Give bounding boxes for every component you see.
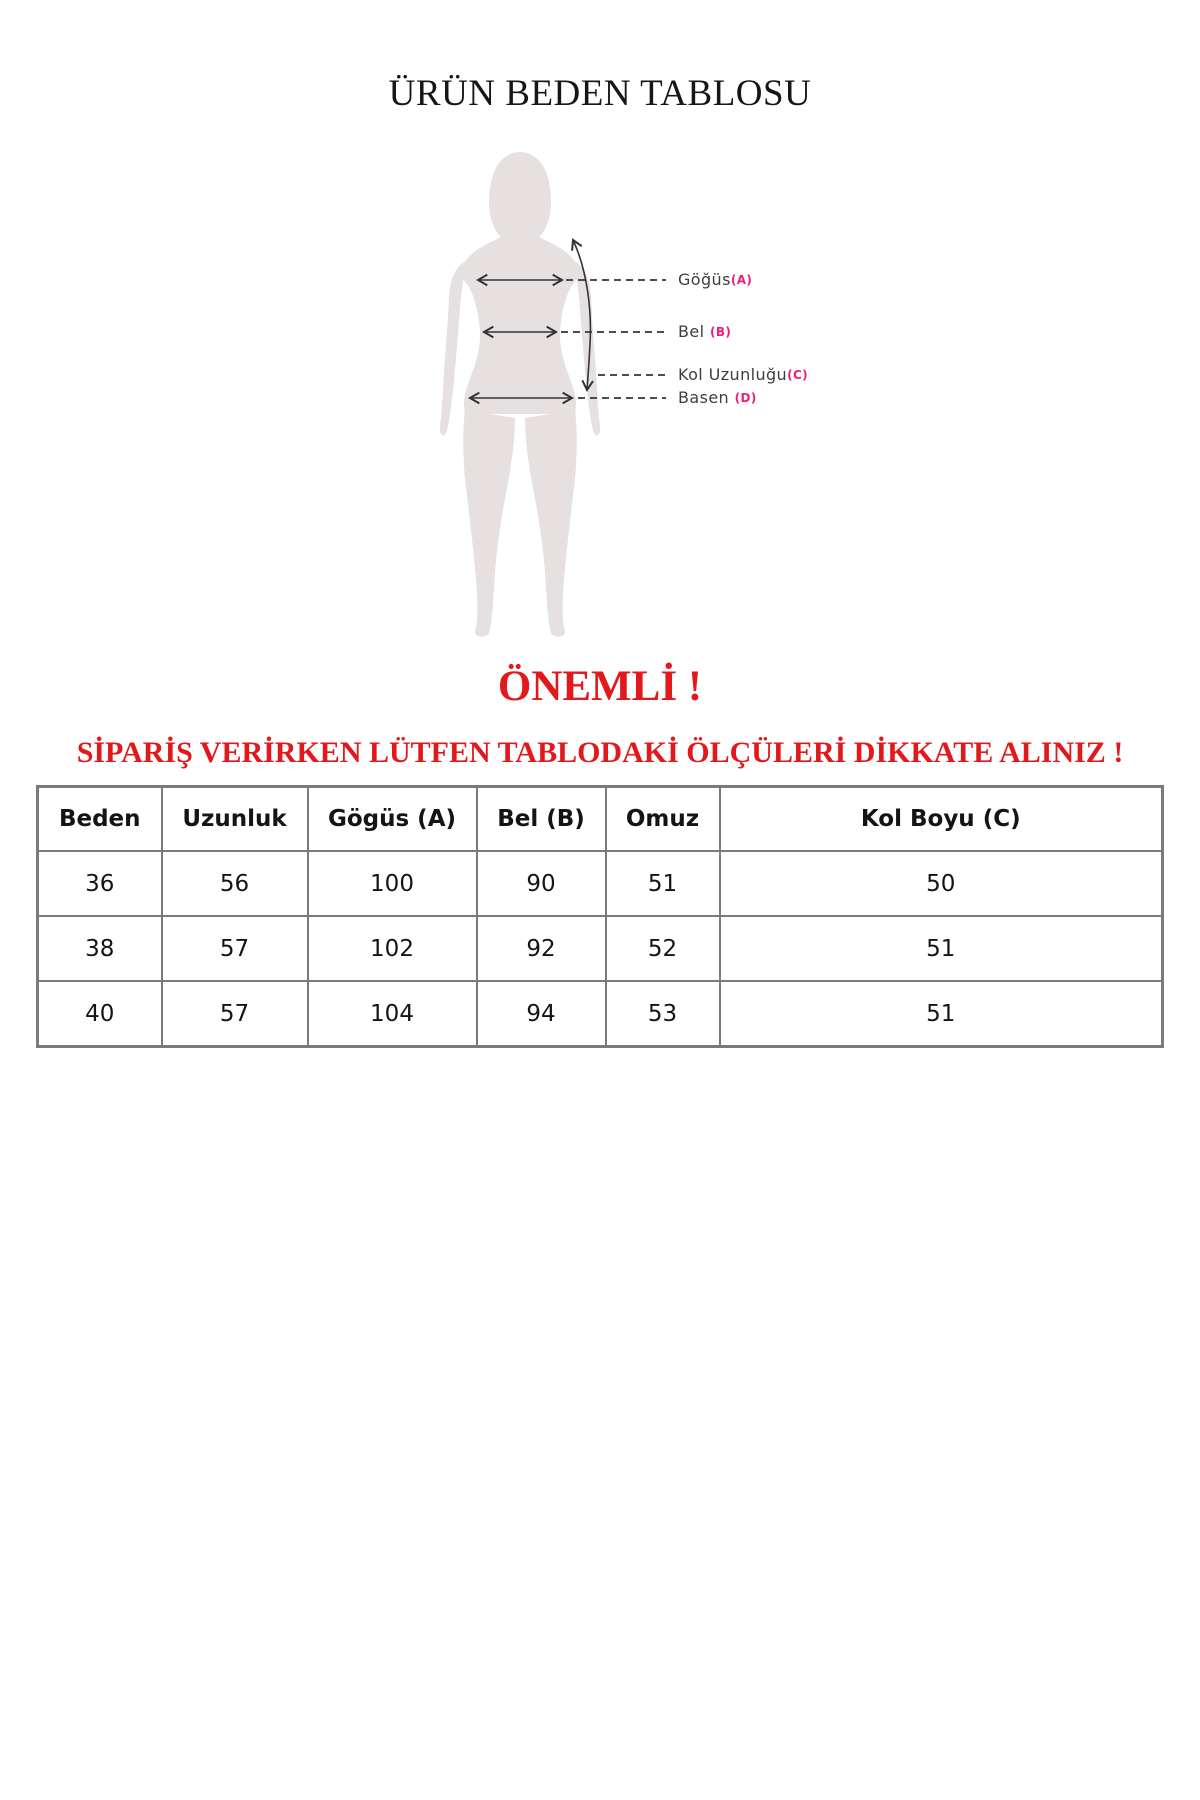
warning-subheading: SİPARİŞ VERİRKEN LÜTFEN TABLODAKİ ÖLÇÜLERİ DİKKATE ALINIZ ! [76, 736, 1124, 769]
size-cell: 36 [38, 851, 162, 916]
header-cell-omuz: Omuz [606, 787, 720, 852]
header-cell-beden: Beden [38, 787, 162, 852]
measure-label-letter: (A) [730, 273, 753, 287]
header-cell-bel: Bel (B) [477, 787, 606, 852]
size-cell: 102 [308, 916, 477, 981]
size-cell: 56 [162, 851, 308, 916]
measure-label-hip [678, 388, 757, 408]
table-row [38, 851, 1163, 916]
size-cell: 52 [606, 916, 720, 981]
table-row [38, 916, 1163, 981]
measure-label-chest [678, 270, 752, 290]
measure-label-arm-length [678, 365, 808, 385]
size-cell: 104 [308, 981, 477, 1047]
size-cell: 57 [162, 981, 308, 1047]
measure-label-text: Kol Uzunluğu [678, 365, 788, 384]
size-cell: 51 [720, 916, 1163, 981]
size-cell: 53 [606, 981, 720, 1047]
measure-label-text: Basen [678, 388, 735, 407]
size-cell: 57 [162, 916, 308, 981]
size-cell: 51 [720, 981, 1163, 1047]
header-row [38, 787, 1163, 852]
size-diagram [360, 148, 820, 648]
size-cell: 40 [38, 981, 162, 1047]
size-table [36, 785, 1164, 1048]
size-cell: 90 [477, 851, 606, 916]
warning-heading: ÖNEMLİ ! [497, 663, 703, 710]
size-cell: 50 [720, 851, 1163, 916]
size-cell: 92 [477, 916, 606, 981]
measure-label-letter: (C) [787, 368, 809, 382]
measure-label-text: Göğüs [678, 270, 731, 289]
measure-label-text: Bel [678, 322, 710, 341]
size-cell: 38 [38, 916, 162, 981]
measure-label-letter: (B) [709, 325, 732, 339]
size-cell: 51 [606, 851, 720, 916]
measure-label-waist [678, 322, 731, 342]
measure-label-letter: (D) [734, 391, 757, 405]
size-cell: 100 [308, 851, 477, 916]
header-cell-gogus: Gögüs (A) [308, 787, 477, 852]
size-cell: 94 [477, 981, 606, 1047]
arm-length-arrow [573, 240, 590, 390]
table-row [38, 981, 1163, 1047]
page-title: ÜRÜN BEDEN TABLOSU [388, 73, 812, 114]
header-cell-uzunluk: Uzunluk [162, 787, 308, 852]
header-cell-kol-boyu: Kol Boyu (C) [720, 787, 1163, 852]
